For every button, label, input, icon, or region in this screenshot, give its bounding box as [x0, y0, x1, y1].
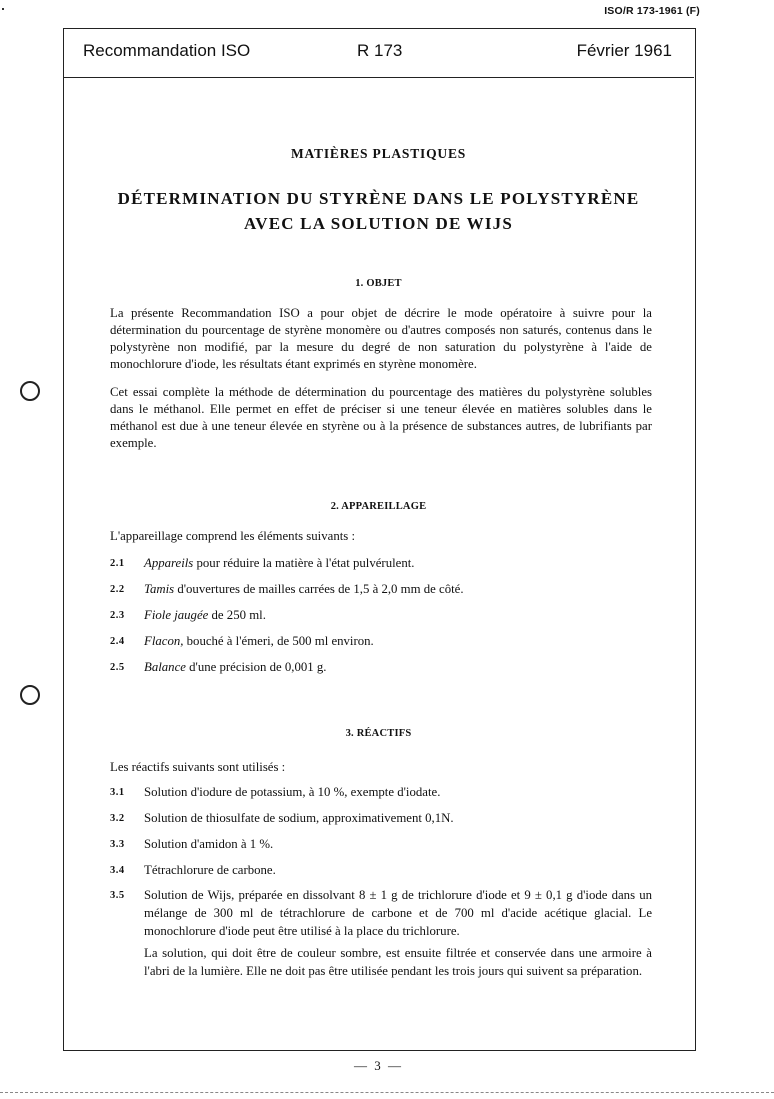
item-number: 3.3	[110, 839, 125, 850]
item-number: 2.4	[110, 636, 125, 647]
item-term: Balance	[144, 660, 186, 674]
item-number: 2.2	[110, 584, 125, 595]
reactifs-intro: Les réactifs suivants sont utilisés :	[110, 760, 286, 774]
header-date: Février 1961	[576, 41, 672, 60]
page-number: — 3 —	[354, 1058, 403, 1073]
item-text: d'une précision de 0,001 g.	[185, 660, 327, 674]
item-text: de 250 ml.	[208, 608, 266, 622]
bottom-rule	[0, 1092, 774, 1093]
list-item: Solution de thiosulfate de sodium, approximativement 0,1N.	[144, 811, 454, 825]
document-title	[63, 186, 694, 236]
paragraph-objet-1: La présente Recommandation ISO a pour objet de décrire le mode opératoire à suivre pour la détermination du pourcentage de styrène monomère ou d'autres composés non saturés, contenus dans le polystyrène non modifié, par la mesure du degré de non saturation du polystyrène à l'aide de monochlorure d'iode, les résultats étant exprimés en styrène monomère.	[110, 306, 652, 371]
item-number: 3.5	[110, 890, 125, 901]
list-item: Solution d'iodure de potassium, à 10 %, exempte d'iodate.	[144, 785, 441, 799]
item-number: 3.4	[110, 865, 125, 876]
item-number: 2.3	[110, 610, 125, 621]
section-heading-objet: 1. OBJET	[355, 278, 402, 289]
list-item	[144, 634, 374, 649]
item-term: Tamis	[144, 582, 175, 596]
list-item	[144, 556, 414, 571]
scan-mark	[2, 8, 4, 10]
section-heading-reactifs: 3. RÉACTIFS	[345, 728, 412, 739]
page-header	[63, 28, 694, 78]
list-item: Solution d'amidon à 1 %.	[144, 837, 274, 851]
list-item	[144, 582, 464, 597]
paragraph-objet-2: Cet essai complète la méthode de détermination du pourcentage des matières du polystyrène solubles dans le méthanol. Elle permet en effet de préciser si une teneur élevée en matières solubles dans le méthanol est due à une teneur élevée en styrène ou à la présence de substances autres, de lubrifiants par exemple.	[110, 385, 652, 450]
item-number: 3.1	[110, 787, 125, 798]
header-title: Recommandation ISO	[83, 41, 251, 60]
punch-hole-top	[20, 381, 40, 401]
list-item	[144, 608, 266, 623]
item-text: pour réduire la matière à l'état pulvérulent.	[193, 556, 415, 570]
section-heading-appareillage: 2. APPAREILLAGE	[330, 501, 427, 512]
header-number: R 173	[357, 41, 403, 60]
title-line-1: DÉTERMINATION DU STYRÈNE DANS LE POLYSTYRÈNE	[117, 189, 640, 208]
appareillage-intro: L'appareillage comprend les éléments suivants :	[110, 529, 356, 543]
document-reference: ISO/R 173-1961 (F)	[604, 5, 700, 17]
item-text: d'ouvertures de mailles carrées de 1,5 à 2,0 mm de côté.	[174, 582, 464, 596]
title-line-2: AVEC LA SOLUTION DE WIJS	[243, 214, 514, 233]
item-number: 2.5	[110, 662, 125, 673]
item-number: 3.2	[110, 813, 125, 824]
item-text: bouché à l'émeri, de 500 ml environ.	[183, 634, 374, 648]
item-number: 2.1	[110, 558, 125, 569]
item-term: Flacon,	[144, 634, 184, 648]
punch-hole-bottom	[20, 685, 40, 705]
document-subject: MATIÈRES PLASTIQUES	[290, 146, 467, 161]
list-item: Tétrachlorure de carbone.	[144, 863, 276, 877]
list-item	[144, 660, 327, 675]
reactifs-note: La solution, qui doit être de couleur sombre, est ensuite filtrée et conservée dans une armoire à l'abri de la lumière. Elle ne doit pas être utilisée pendant les trois jours qui suivent sa préparation.	[144, 946, 652, 978]
item-term: Fiole jaugée	[144, 608, 209, 622]
item-term: Appareils	[144, 556, 194, 570]
list-item: Solution de Wijs, préparée en dissolvant 8 ± 1 g de trichlorure d'iode et 9 ± 0,1 g d'iode dans un mélange de 300 ml de tétrachlorure de carbone et de 700 ml d'acide acétique glacial. Le monochlorure d'iode peut être utilisé à la place du trichlorure.	[144, 888, 652, 938]
